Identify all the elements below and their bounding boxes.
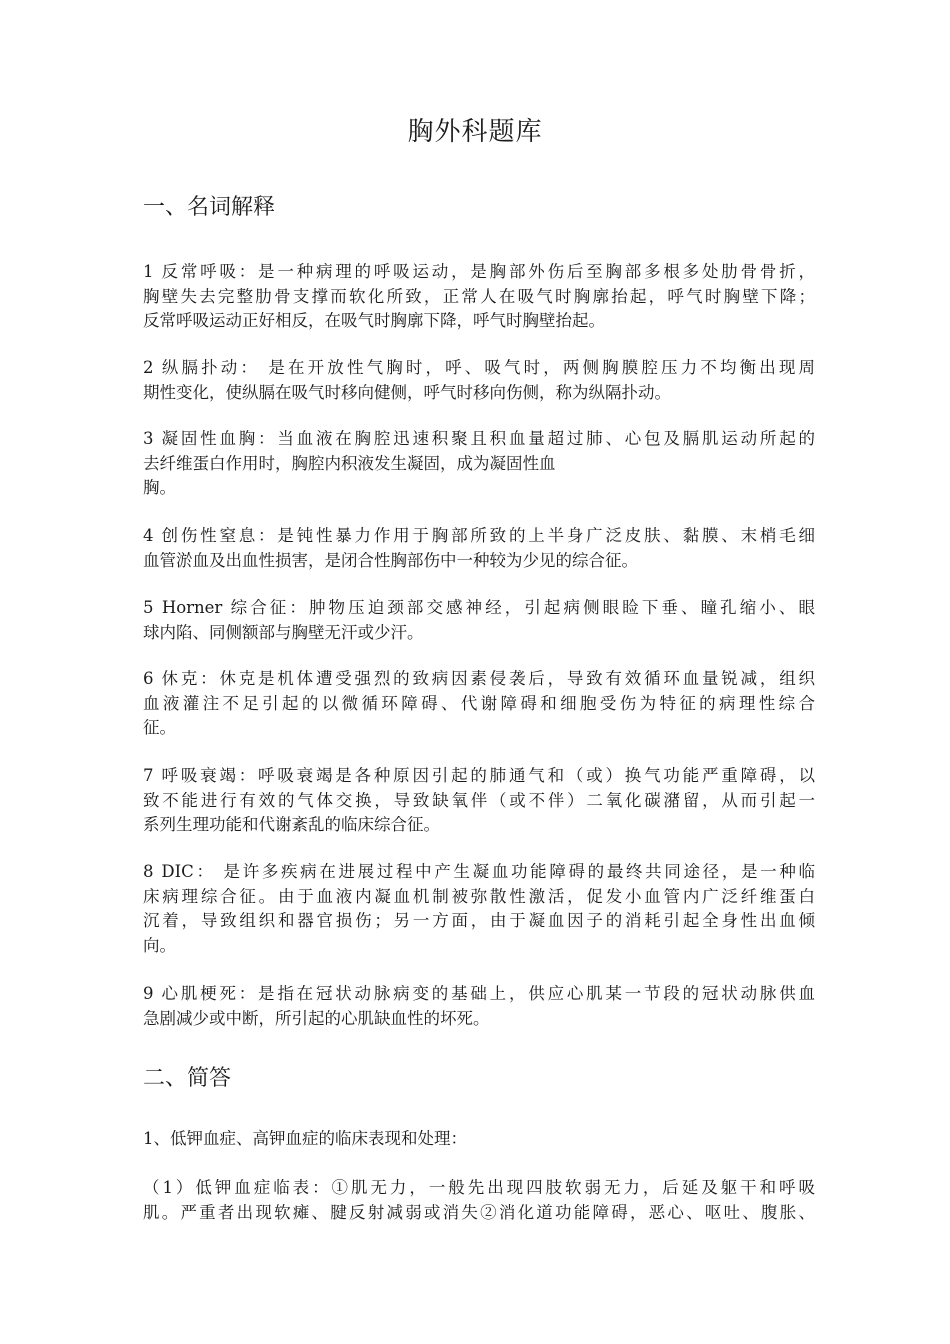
answer-paragraph [143, 1176, 815, 1225]
paragraph-line: 系列生理功能和代谢紊乱的临床综合征。 [143, 815, 440, 834]
paragraph-line: 反常呼吸运动正好相反，在吸气时胸廓下降，呼气时胸壁抬起。 [143, 311, 605, 330]
paragraph-line: 去纤维蛋白作用时，胸腔内积液发生凝固，成为凝固性血 [143, 453, 556, 473]
paragraph-line: （1）低钾血症临表：①肌无力，一般先出现四肢软弱无力，后延及躯干和呼吸 [143, 1178, 815, 1197]
paragraph-line: 致不能进行有效的气体交换，导致缺氧伴（或不伴）二氧化碳潴留，从而引起一 [143, 790, 815, 810]
term-paragraph [143, 427, 815, 501]
term-paragraph [143, 982, 815, 1031]
term-paragraph [143, 356, 815, 405]
paragraph-line: 2 纵膈扑动： 是在开放性气胸时，呼、吸气时，两侧胸膜腔压力不均衡出现周 [143, 358, 815, 377]
term-paragraph [143, 860, 815, 958]
paragraph-line: 胸壁失去完整肋骨支撑而软化所致，正常人在吸气时胸廓抬起，呼气时胸壁下降； [143, 286, 815, 306]
paragraph-line: 急剧减少或中断，所引起的心肌缺血性的坏死。 [143, 1008, 490, 1028]
paragraph-line: 1、低钾血症、高钾血症的临床表现和处理： [143, 1129, 467, 1148]
paragraph-line: 9 心肌梗死：是指在冠状动脉病变的基础上，供应心肌某一节段的冠状动脉供血 [143, 984, 815, 1003]
term-paragraph [143, 524, 815, 573]
paragraph-line: 胸。 [143, 478, 176, 497]
question-paragraph [143, 1127, 815, 1152]
paragraph-line: 期性变化，使纵膈在吸气时移向健侧，呼气时移向伤侧，称为纵隔扑动。 [143, 382, 671, 402]
term-paragraph [143, 260, 815, 334]
paragraph-line: 床病理综合征。由于血液内凝血机制被弥散性激活，促发小血管内广泛纤维蛋白 [143, 886, 815, 906]
paragraph-line: 6 休克：休克是机体遭受强烈的致病因素侵袭后，导致有效循环血量锐减，组织 [143, 669, 815, 688]
paragraph-line: 3 凝固性血胸：当血液在胸腔迅速积聚且积血量超过肺、心包及膈肌运动所起的 [143, 429, 815, 448]
term-paragraph [143, 667, 815, 741]
section-heading-short-answer: 二、简答 [143, 1066, 232, 1091]
term-paragraph [143, 764, 815, 838]
document-title: 胸外科题库 [407, 117, 543, 147]
term-paragraph [143, 596, 815, 645]
paragraph-line: 沉着，导致组织和器官损伤；另一方面，由于凝血因子的消耗引起全身性出血倾 [143, 911, 815, 930]
paragraph-line: 血管淤血及出血性损害，是闭合性胸部伤中一种较为少见的综合征。 [143, 550, 638, 570]
paragraph-line: 向。 [143, 935, 176, 955]
paragraph-line: 7 呼吸衰竭：呼吸衰竭是各种原因引起的肺通气和（或）换气功能严重障碍，以 [143, 766, 815, 785]
paragraph-line: 5 Horner 综合征：肿物压迫颈部交感神经，引起病侧眼睑下垂、瞳孔缩小、眼 [143, 598, 815, 617]
paragraph-line: 球内陷、同侧额部与胸壁无汗或少汗。 [143, 622, 424, 642]
paragraph-line: 血液灌注不足引起的以微循环障碍、代谢障碍和细胞受伤为特征的病理性综合 [143, 693, 815, 713]
paragraph-line: 征。 [143, 718, 176, 737]
section-heading-terms: 一、名词解释 [143, 195, 276, 220]
paragraph-line: 8 DIC： 是许多疾病在进展过程中产生凝血功能障碍的最终共同途径，是一种临 [143, 862, 815, 881]
paragraph-line: 1 反常呼吸：是一种病理的呼吸运动，是胸部外伤后至胸部多根多处肋骨骨折， [143, 262, 815, 281]
paragraph-line: 肌。严重者出现软瘫、腱反射减弱或消失②消化道功能障碍，恶心、呕吐、腹胀、 [143, 1202, 815, 1222]
paragraph-line: 4 创伤性窒息：是钝性暴力作用于胸部所致的上半身广泛皮肤、黏膜、末梢毛细 [143, 526, 815, 545]
